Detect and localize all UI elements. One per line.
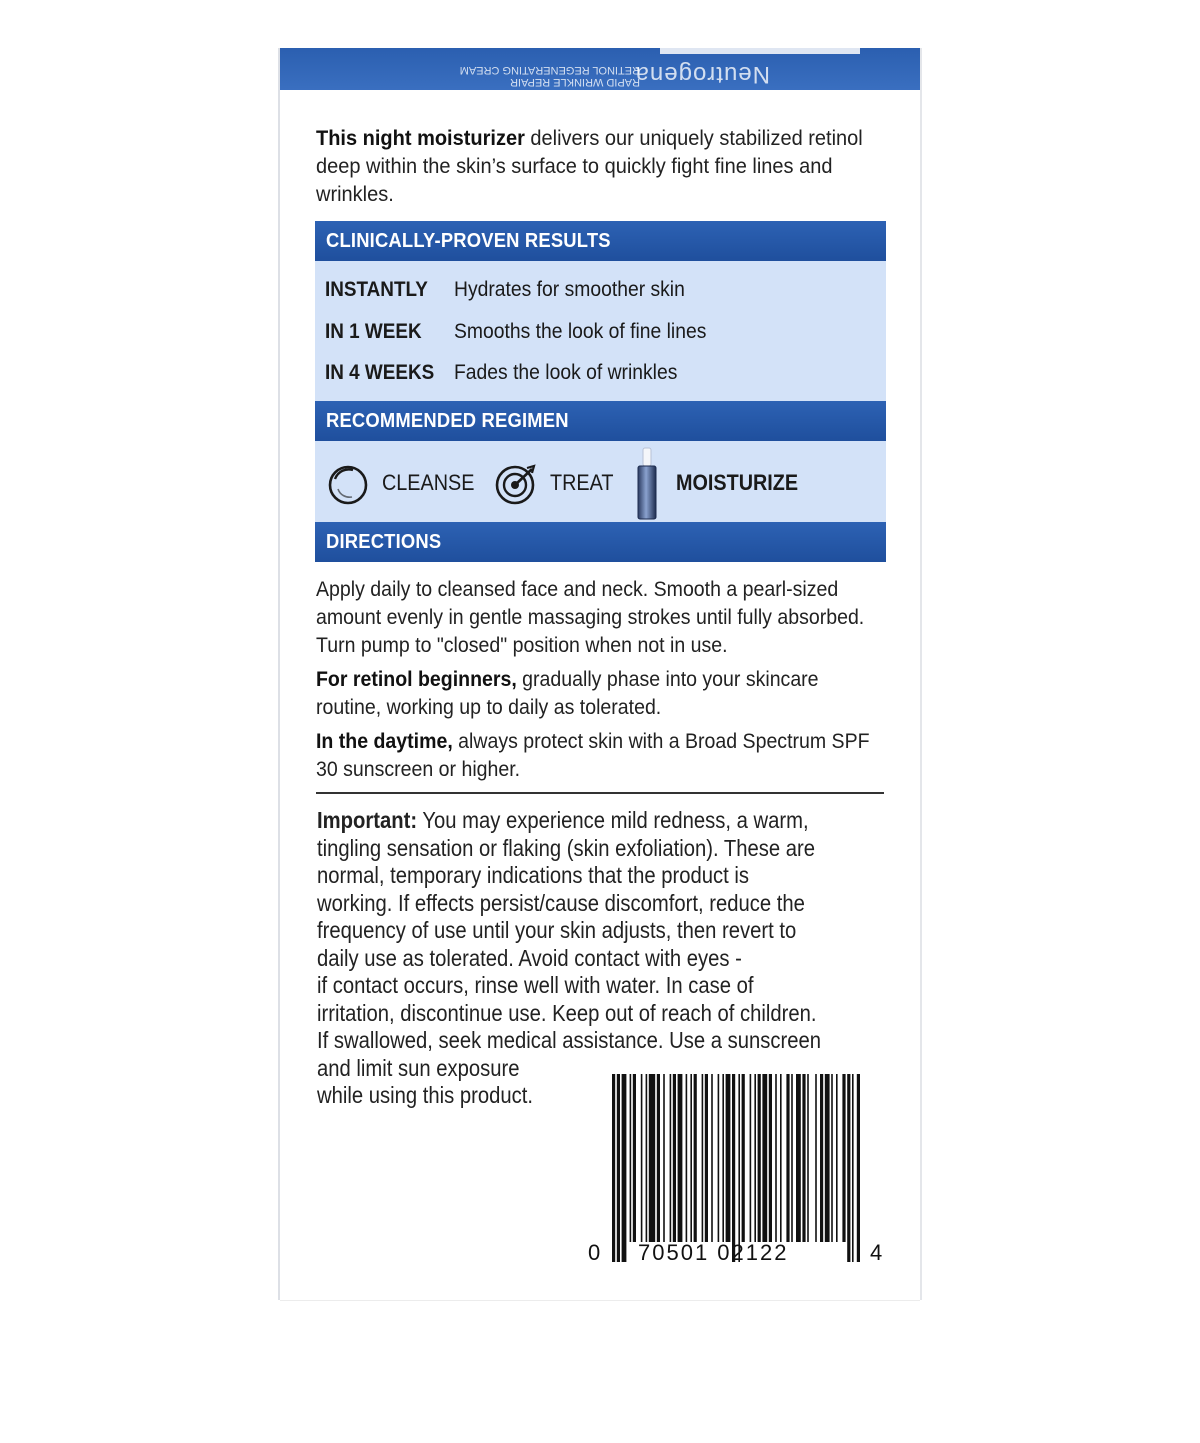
barcode-bar (754, 1074, 756, 1242)
results-header-label: CLINICALLY-PROVEN RESULTS (326, 230, 611, 252)
important-warning (317, 807, 877, 1110)
important-line: and limit sun exposure (317, 1054, 520, 1081)
barcode-bar (612, 1074, 615, 1262)
barcode-bar (702, 1074, 704, 1242)
important-line: You may experience mild redness, a warm, (417, 807, 809, 833)
result-when: IN 1 WEEK (325, 320, 422, 343)
top-flap (280, 48, 920, 90)
moisturize-bottle-icon (632, 447, 662, 521)
barcode-bar (694, 1074, 697, 1242)
regimen-header (315, 401, 886, 441)
barcode-bar (722, 1074, 724, 1242)
regimen-step-label: MOISTURIZE (676, 470, 799, 495)
barcode-bar (670, 1074, 672, 1242)
important-line: daily use as tolerated. Avoid contact with eyes - (317, 944, 742, 971)
barcode-bar (769, 1074, 772, 1242)
barcode-bar (786, 1074, 789, 1242)
flap-product-name (440, 64, 640, 88)
barcode-bar (630, 1074, 632, 1242)
barcode-bar (825, 1074, 830, 1242)
barcode-bar (847, 1074, 850, 1262)
barcode-bar (617, 1074, 620, 1262)
barcode-bar (831, 1074, 833, 1242)
barcode-bar (686, 1074, 688, 1242)
regimen-step-moisturize (632, 445, 812, 521)
result-what: Smooths the look of fine lines (454, 320, 707, 343)
barcode-bar (622, 1074, 627, 1262)
barcode-left-digit: 0 (588, 1240, 601, 1265)
barcode-bar (678, 1074, 683, 1242)
barcode-bar (807, 1074, 809, 1242)
directions-header-label: DIRECTIONS (326, 531, 442, 553)
important-line: normal, temporary indications that the product is (317, 862, 749, 888)
barcode-bar (780, 1074, 782, 1242)
brand-logo-text: Neutrogena (634, 61, 770, 88)
barcode-bar (796, 1074, 801, 1242)
important-line: if contact occurs, rinse well with water. In case of (317, 972, 754, 998)
directions-p1-text: Apply daily to cleansed face and neck. Smooth a pearl-sized amount evenly in gentle massaging strokes until fully absorbed. Turn pump to "closed" position when not in use. (316, 578, 865, 657)
cleanse-sphere-icon (326, 462, 370, 506)
barcode-bar (657, 1074, 660, 1242)
barcode-bar (663, 1074, 665, 1242)
barcode-bar (641, 1074, 643, 1242)
result-what: Hydrates for smoother skin (454, 278, 685, 301)
important-line: while using this product. (317, 1082, 534, 1108)
barcode-bar (802, 1074, 805, 1242)
barcode-bar (738, 1074, 740, 1262)
regimen-step-cleanse (326, 461, 485, 505)
directions-header (315, 522, 886, 562)
directions-p2-rest: gradually phase into your skincare routine, working up to daily as tolerated. (316, 668, 819, 719)
barcode-bar (690, 1074, 692, 1242)
regimen-step-treat (494, 461, 621, 505)
barcode-bar (742, 1074, 745, 1242)
barcode-bar (815, 1074, 817, 1242)
upc-barcode (610, 1074, 860, 1262)
intro-paragraph (316, 124, 876, 208)
directions-p2-lead: For retinol beginners, (316, 668, 517, 691)
treat-target-icon (494, 462, 538, 506)
barcode-middle-digits: 70501 02122 (638, 1240, 789, 1265)
barcode-bar (673, 1074, 676, 1242)
barcode-bar (762, 1074, 767, 1242)
barcode-bar (646, 1074, 648, 1242)
barcode-bar (857, 1074, 860, 1262)
divider-rule (316, 792, 884, 794)
barcode-bar (711, 1074, 713, 1242)
barcode-bar (775, 1074, 777, 1242)
flap-sub-line-1: RAPID WRINKLE REPAIR (510, 76, 640, 88)
results-header (315, 221, 886, 261)
important-line: frequency of use until your skin adjusts, then revert to (317, 917, 797, 943)
directions-p3-rest: always protect skin with a Broad Spectrum SPF 30 sunscreen or higher. (316, 730, 870, 781)
result-when: INSTANTLY (325, 278, 428, 301)
directions-p3-lead: In the daytime, (316, 730, 453, 753)
important-lead: Important: (317, 807, 418, 833)
flap-upside-down-text (430, 48, 770, 90)
barcode-bar (791, 1074, 793, 1242)
barcode-bar (726, 1074, 731, 1242)
regimen-step-label: TREAT (550, 470, 614, 495)
flap-sub-line-2: RETINOL REGENERATING CREAM (459, 64, 640, 76)
regimen-header-label: RECOMMENDED REGIMEN (326, 410, 569, 432)
barcode-bar (732, 1074, 735, 1262)
barcode-bar (649, 1074, 655, 1242)
barcode-bar (820, 1074, 823, 1242)
result-what: Fades the look of wrinkles (454, 361, 678, 384)
barcode-bar (852, 1074, 854, 1262)
barcode-bar (705, 1074, 708, 1242)
result-when: IN 4 WEEKS (325, 361, 435, 384)
barcode-bar (718, 1074, 720, 1242)
barcode-bar (750, 1074, 752, 1242)
barcode-bar (633, 1074, 636, 1242)
directions-paragraph-2 (316, 666, 876, 722)
important-line: tingling sensation or flaking (skin exfoliation). These are (317, 834, 816, 861)
barcode-bar (758, 1074, 761, 1242)
barcode-bar (842, 1074, 845, 1242)
important-line: If swallowed, seek medical assistance. Use a sunscreen (317, 1027, 821, 1053)
barcode-bar (836, 1074, 838, 1242)
important-line: working. If effects persist/cause discomfort, reduce the (317, 889, 805, 916)
directions-paragraph-3 (316, 728, 876, 784)
regimen-step-label: CLEANSE (382, 470, 475, 495)
directions-paragraph-1 (316, 576, 876, 660)
intro-rest: delivers our uniquely stabilized retinol deep within the skin’s surface to quickly fight fine lines and wrinkles. (316, 126, 863, 206)
important-line: irritation, discontinue use. Keep out of reach of children. (317, 999, 817, 1026)
intro-lead: This night moisturizer (316, 126, 525, 150)
barcode-right-digit: 4 (870, 1240, 883, 1265)
